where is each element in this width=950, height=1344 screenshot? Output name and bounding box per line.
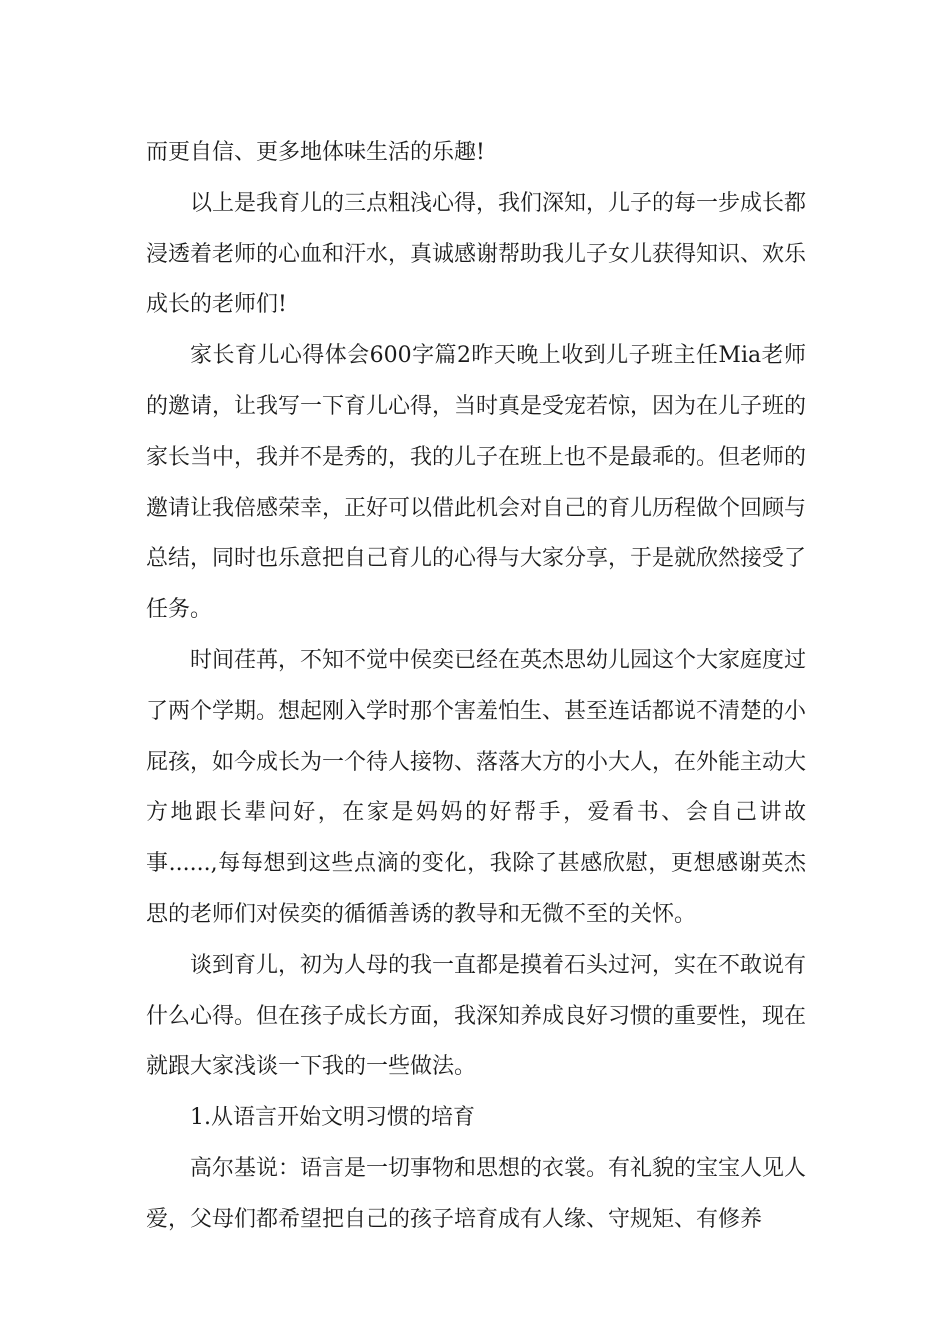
section-heading-1: 1.从语言开始文明习惯的培育 bbox=[190, 1105, 475, 1131]
paragraph-4: 时间荏苒，不知不觉中侯奕已经在英杰思幼儿园这个大家庭度过了两个学期。想起刚入学时那个害羞怕生、甚至连话都说不清楚的小屁孩，如今成长为一个待人接物、落落大方的小大人，在外能主动大方地跟长辈问好，在家是妈妈的好帮手，爱看书、会自己讲故事......,每每想到这些点滴的变化，我除了甚感欣慰，更想感谢英杰思的老师们对侯奕的循循善诱的教导和无微不至的关怀。 bbox=[146, 647, 807, 927]
paragraph-6: 高尔基说：语言是一切事物和思想的衣裳。有礼貌的宝宝人见人爱，父母们都希望把自己的孩子培育成有人缘、守规矩、有修养 bbox=[146, 1155, 807, 1232]
paragraph-3: 家长育儿心得体会600字篇2昨天晚上收到儿子班主任Mia老师的邀请，让我写一下育儿心得，当时真是受宠若惊，因为在儿子班的家长当中，我并不是秀的，我的儿子在班上也不是最乖的。但老师的邀请让我倍感荣幸，正好可以借此机会对自己的育儿历程做个回顾与总结，同时也乐意把自己育儿的心得与大家分享，于是就欣然接受了任务。 bbox=[146, 343, 807, 623]
paragraph-5: 谈到育儿，初为人母的我一直都是摸着石头过河，实在不敢说有什么心得。但在孩子成长方面，我深知养成良好习惯的重要性，现在就跟大家浅谈一下我的一些做法。 bbox=[146, 952, 807, 1080]
document-body bbox=[146, 128, 806, 1246]
paragraph-1: 而更自信、更多地体味生活的乐趣! bbox=[146, 140, 485, 165]
paragraph-2: 以上是我育儿的三点粗浅心得，我们深知，儿子的每一步成长都浸透着老师的心血和汗水，真诚感谢帮助我儿子女儿获得知识、欢乐成长的老师们! bbox=[146, 190, 807, 318]
